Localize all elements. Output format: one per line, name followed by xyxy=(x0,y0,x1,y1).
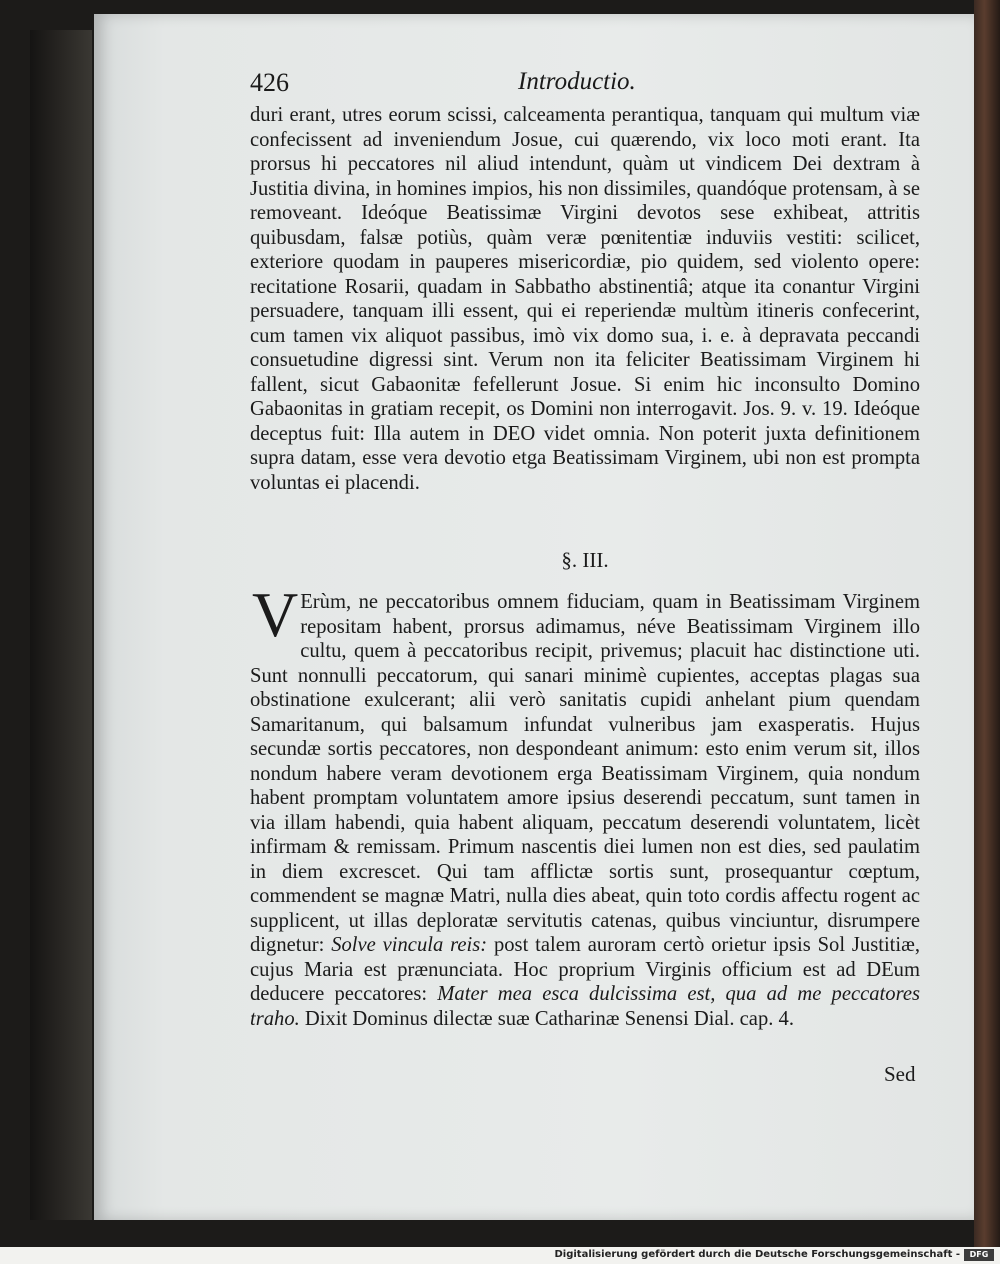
paragraph-2 xyxy=(250,579,920,1031)
book-binding-edge xyxy=(974,0,1000,1247)
drop-cap: V xyxy=(252,579,299,650)
paragraph-1: duri erant, utres eorum scissi, calceamenta perantiqua, tanquam qui multum viæ confecissent ad inveniendum Josue, cui quærendo, vix loco moti erant. Ita prorsus hi peccatores nil aliud intendunt, quàm ut vindicem Dei dextram à Justitia divina, in homines impios, his non dissimiles, quandóque protensam, à se removeant. Ideóque Beatissimæ Virgini devotos sese exhibeat, attritis quibusdam, falsæ potiùs, quàm veræ pœnitentiæ induviis vestiti: scilicet, exteriore quodam in pauperes misericordiæ, pio quidem, sed violento opere: recitatione Rosarii, quadam in Sabbatho abstinentiâ; atque ita conantur Virgini persuadere, tanquam illi essent, qui ei reperiendæ multùm itineris confecerint, cum tamen vix aliquot passibus, imò vix domo sua, i. e. à depravata peccandi consuetudine digressi sint. Verum non ita feliciter Beatissimam Virginem hi fallent, sicut Gabaonitæ fefellerunt Josue. Si enim hic inconsulto Domino Gabaonitas in gratiam recepit, os Domini non interrogavit. Jos. 9. v. 19. Ideóque deceptus fuit: Illa autem in DEO videt omnia. Non poterit juxta definitionem supra datam, esse vera devotio etga Beatissimam Virginem, ubi non est prompta voluntas ei placendi. xyxy=(250,104,920,494)
paragraph-2-text: Erùm, ne peccatoribus omnem fiduciam, quam in Beatissimam Virginem repositam habent, prorsus adimamus, néve Beatissimam Virginem illo cultu, quem à peccatoribus recipit, privemus; placuit hac distinctione uti. Sunt nonnulli peccatorum, qui sanari minimè cupientes, acceptas plagas sua obstinatione exulcerant; alii verò sanitatis cupidi anhelant pium quendam Samaritanum, qui balsamum infundat vulneribus jam exasperatis. Hujus secundæ sortis peccatores, non despondeant animum: esto enim verum sit, illos nondum habere veram devotionem erga Beatissimam Virginem, quia nondum habent promptam voluntatem amore ipsius deserendi peccatum, sunt tamen in via illam habendi, quia habent aliquam, peccatum deserendi voluntatem, licèt infirmam & remissam. Primum nascentis diei lumen non est dies, sed paulatim in diem excrescet. Qui tam afflictæ sortis sunt, prosequantur cœptum, commendent se magnæ Matri, nulla dies abeat, quin toto cordis affectu rogent ac supplicent, ut illas deploratæ servitutis catenas, quibus vinciuntur, disrumpere dignetur: xyxy=(250,591,920,956)
dfg-logo: DFG xyxy=(964,1249,994,1261)
digitization-footer xyxy=(0,1247,1000,1264)
running-head: Introductio. xyxy=(518,68,636,95)
funding-credit: Digitalisierung gefördert durch die Deutsche Forschungsgemeinschaft - xyxy=(554,1249,960,1260)
paragraph-2-quote-1: Solve vincula reis: xyxy=(331,934,488,956)
catchword: Sed xyxy=(884,1062,916,1086)
paragraph-2-text-2: post talem auroram certò orietur ipsis Sol Justitiæ, cujus Maria est prænunciata. Hoc proprium Virginis officium est ad DEum deducere peccatores: xyxy=(250,934,920,1005)
page-header xyxy=(250,68,930,102)
page-number: 426 xyxy=(250,68,289,97)
book-gutter xyxy=(30,30,92,1220)
paragraph-2-quote-2: Mater mea esca dulcissima est, qua ad me peccatores traho. xyxy=(250,983,920,1030)
section-heading: §. III. xyxy=(561,548,609,572)
paragraph-2-text-3: Dixit Dominus dilectæ suæ Catharinæ Senensi Dial. cap. 4. xyxy=(299,1007,794,1030)
